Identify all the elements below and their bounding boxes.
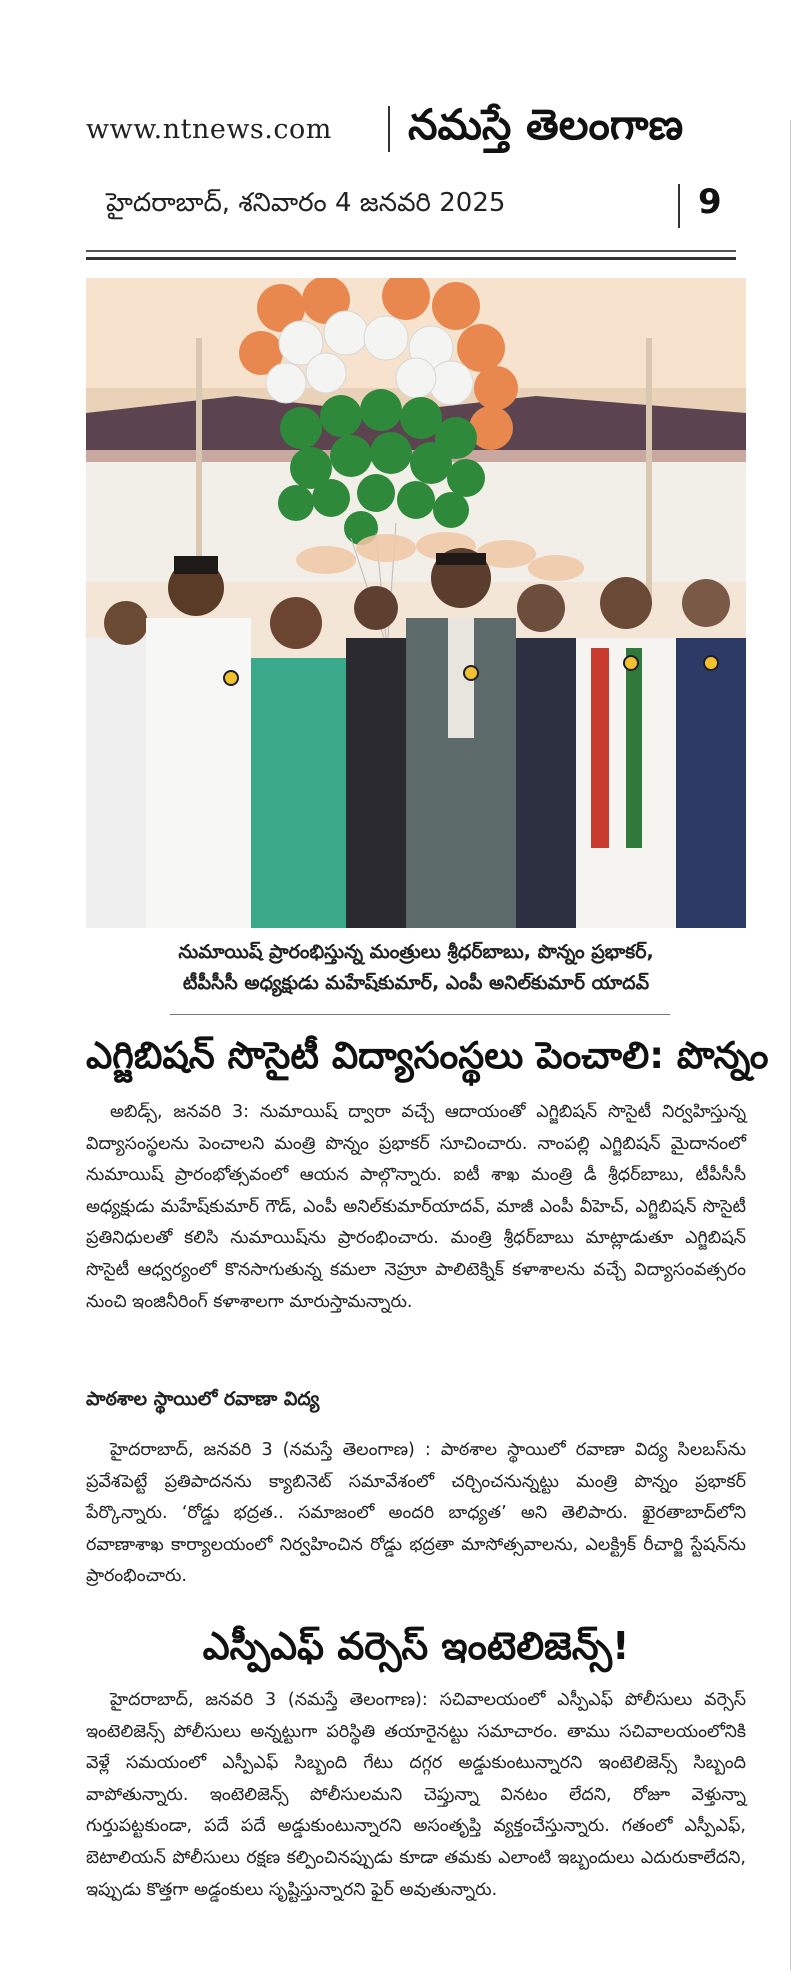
article-2-body: హైదరాబాద్, జనవరి 3 (నమస్తే తెలంగాణ) : పాఠశాల స్థాయిలో రవాణా విద్య సిలబస్‌ను ప్రవేశపెట్టే ప్రతిపాదనను క్యాబినెట్ సమావేశంలో చర్చించనున్నట్టు మంత్రి పొన్నం ప్రభాకర్ పేర్కొన్నారు. ‘రోడ్డు భద్రత.. సమాజంలో అందరి బాధ్యత’ అని తెలిపారు. ఖైరతాబాద్‌లోని రవాణాశాఖ కార్యాలయంలో నిర్వహించిన రోడ్డు భద్రతా మాసోత్సవాలను, ఎలక్ట్రిక్ రీచార్జి స్టేషన్‌ను ప్రారంభించారు. [86, 1440, 746, 1587]
masthead [86, 100, 736, 160]
caption-line-2: టీపీసీసీ అధ్యక్షుడు మహేష్‌కుమార్, ఎంపీ అనిల్‌కుమార్ యాదవ్ [182, 972, 650, 994]
article-1-body: అబిడ్స్, జనవరి 3: నుమాయిష్ ద్వారా వచ్చే ఆదాయంతో ఎగ్జిబిషన్ సొసైటీ నిర్వహిస్తున్న విద్యాసంస్థలను పెంచాలని మంత్రి పొన్నం ప్రభాకర్ సూచించారు. నాంపల్లి ఎగ్జిబిషన్ మైదానంలో నుమాయిష్ ప్రారంభోత్సవంలో ఆయన పాల్గొన్నారు. ఐటీ శాఖ మంత్రి డీ శ్రీధర్‌బాబు, టీపీసీసీ అధ్యక్షుడు మహేష్‌కుమార్ గౌడ్, ఎంపీ అనిల్‌కుమార్‌యాదవ్, మాజీ ఎంపీ వీహెచ్, ఎగ్జిబిషన్ సొసైటీ ప్రతినిధులతో కలిసి నుమాయిష్‌ను ప్రారంభించారు. మంత్రి శ్రీధర్‌బాబు మాట్లాడుతూ ఎగ్జిబిషన్ సొసైటీ ఆధ్వర్యంలో కొనసాగుతున్న కమలా నెహ్రూ పాలిటెక్నిక్ కళాశాలను వచ్చే విద్యాసంవత్సరం నుంచి ఇంజినీరింగ్ కళాశాలగా మారుస్తామన్నారు. [86, 1102, 746, 1312]
article-1-headline: ఎగ్జిబిషన్ సొసైటీ విద్యాసంస్థలు పెంచాలి: పొన్నం [86, 1034, 769, 1077]
news-photo [86, 278, 746, 928]
caption-line-1: నుమాయిష్ ప్రారంభిస్తున్న మంత్రులు శ్రీధర్‌బాబు, పొన్నం ప్రభాకర్, [178, 941, 654, 963]
dateline-separator [678, 184, 680, 228]
article-2-subhead: పాఠశాల స్థాయిలో రవాణా విద్య [86, 1388, 320, 1410]
header-rule [86, 250, 736, 260]
article-3-body: హైదరాబాద్, జనవరి 3 (నమస్తే తెలంగాణ): సచివాలయంలో ఎస్పీఎఫ్ పోలీసులు వర్సెస్ ఇంటెలిజెన్స్ పోలీసులు అన్నట్టుగా పరిస్థితి తయారైనట్టు సమాచారం. తాము సచివాలయంలోనికి వెళ్లే సమయంలో ఎస్పీఎఫ్ సిబ్బంది గేటు దగ్గర అడ్డుకుంటున్నారని ఇంటెలిజెన్స్ సిబ్బంది వాపోతున్నారు. ఇంటెలిజెన్స్ పోలీసులమని చెప్తున్నా వినటం లేదని, రోజూ వెళ్తున్నా గుర్తుపట్టకుండా, పదే పదే అడ్డుకుంటున్నారని అసంతృప్తి వ్యక్తంచేస్తున్నారు. గతంలో ఎస్పీఎఫ్, బెటాలియన్ పోలీసులు రక్షణ కల్పించినప్పుడు కూడా తమకు ఎలాంటి ఇబ్బందులు ఎదురుకాలేదని, ఇప్పుడు కొత్తగా అడ్డంకులు సృష్టిస్తున్నారని ఫైర్ అవుతున్నారు. [86, 1690, 746, 1900]
dateline [106, 180, 736, 230]
masthead-separator [388, 106, 390, 152]
site-url[interactable]: www.ntnews.com [86, 114, 332, 145]
issue-date: హైదరాబాద్, శనివారం 4 జనవరి 2025 [106, 188, 506, 218]
photo-caption [86, 937, 746, 999]
caption-divider [170, 1014, 670, 1015]
column-divider [790, 120, 791, 1970]
article-3-headline: ఎస్పీఎఫ్ వర్సెస్ ఇంటెలిజెన్స్! [202, 1624, 630, 1668]
page-number: 9 [698, 182, 722, 222]
paper-name: నమస్తే తెలంగాణ [408, 100, 684, 149]
